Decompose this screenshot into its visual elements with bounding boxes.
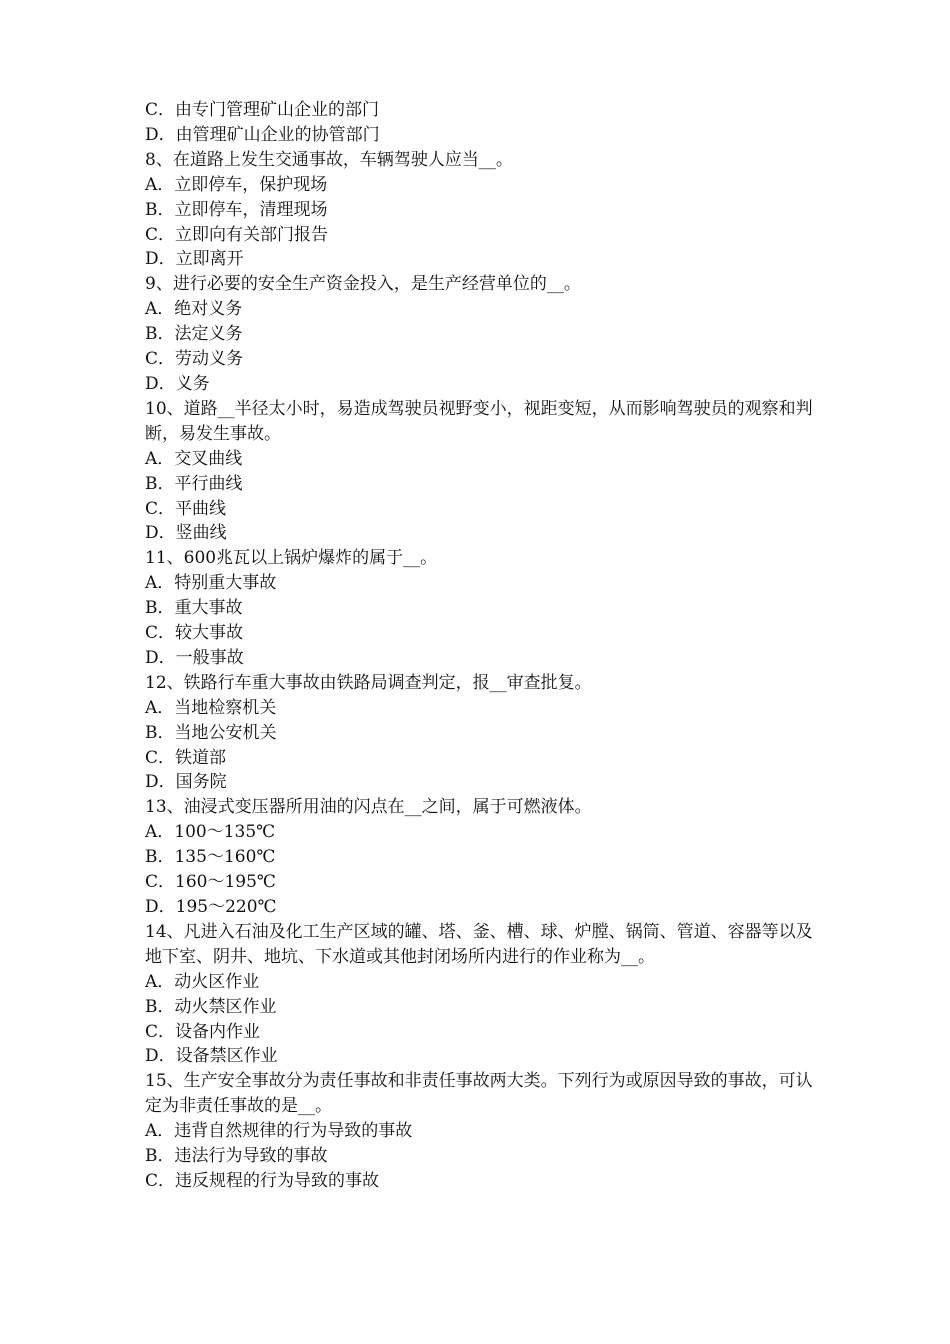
question-line: 14、凡进入石油及化工生产区域的罐、塔、釜、槽、球、炉膛、锅筒、管道、容器等以及地下室、阴井、地坑、下水道或其他封闭场所内进行的作业称为__。 bbox=[145, 921, 813, 967]
text-line: A．100～135℃ bbox=[145, 822, 276, 843]
document-page bbox=[145, 98, 825, 1194]
text-line: B．135～160℃ bbox=[145, 847, 276, 868]
question-line: 9、进行必要的安全生产资金投入，是生产经营单位的__。 bbox=[145, 274, 581, 295]
text-line: A．当地检察机关 bbox=[145, 697, 277, 718]
text-line: A．违背自然规律的行为导致的事故 bbox=[145, 1121, 413, 1142]
text-line: D．竖曲线 bbox=[145, 523, 227, 544]
text-line: C．平曲线 bbox=[145, 498, 227, 519]
text-line: C．立即向有关部门报告 bbox=[145, 224, 329, 245]
text-line: D．195～220℃ bbox=[145, 897, 277, 917]
question-line: 15、生产安全事故分为责任事故和非责任事故两大类。下列行为或原因导致的事故，可认定为非责任事故的是__。 bbox=[145, 1071, 813, 1117]
text-line: C．劳动义务 bbox=[145, 349, 244, 370]
text-line: A．交叉曲线 bbox=[145, 448, 243, 469]
text-line: B．违法行为导致的事故 bbox=[145, 1146, 328, 1167]
text-line: D．立即离开 bbox=[145, 249, 244, 270]
text-line: C．违反规程的行为导致的事故 bbox=[145, 1170, 380, 1191]
text-line: C．设备内作业 bbox=[145, 1021, 261, 1042]
text-line: B．当地公安机关 bbox=[145, 722, 277, 743]
text-line: A．动火区作业 bbox=[145, 971, 260, 992]
text-line: A．绝对义务 bbox=[145, 299, 243, 320]
text-line: B．法定义务 bbox=[145, 324, 243, 345]
question-line: 8、在道路上发生交通事故，车辆驾驶人应当__。 bbox=[145, 149, 513, 170]
text-line: B．立即停车，清理现场 bbox=[145, 199, 328, 220]
text-line: B．平行曲线 bbox=[145, 473, 243, 494]
question-line: 11、600兆瓦以上锅炉爆炸的属于__。 bbox=[145, 548, 438, 569]
question-line: 12、铁路行车重大事故由铁路局调查判定，报__审查批复。 bbox=[145, 672, 592, 693]
text-line: C．较大事故 bbox=[145, 623, 244, 644]
text-line: A．立即停车，保护现场 bbox=[145, 174, 328, 195]
text-line: B．动火禁区作业 bbox=[145, 996, 277, 1017]
text-line: C．铁道部 bbox=[145, 747, 227, 768]
text-line: A．特别重大事故 bbox=[145, 573, 277, 594]
text-line: D．一般事故 bbox=[145, 647, 244, 668]
text-line: B．重大事故 bbox=[145, 598, 243, 619]
text-line: D．由管理矿山企业的协管部门 bbox=[145, 124, 380, 145]
text-line: C．由专门管理矿山企业的部门 bbox=[145, 100, 380, 120]
text-line: C．160～195℃ bbox=[145, 872, 276, 893]
text-line: D．设备禁区作业 bbox=[145, 1046, 278, 1067]
text-line: D．义务 bbox=[145, 373, 210, 394]
question-line: 10、道路__半径太小时，易造成驾驶员视野变小，视距变短，从而影响驾驶员的观察和判断，易发生事故。 bbox=[145, 398, 813, 444]
question-line: 13、油浸式变压器所用油的闪点在__之间，属于可燃液体。 bbox=[145, 797, 592, 818]
text-line: D．国务院 bbox=[145, 772, 227, 793]
